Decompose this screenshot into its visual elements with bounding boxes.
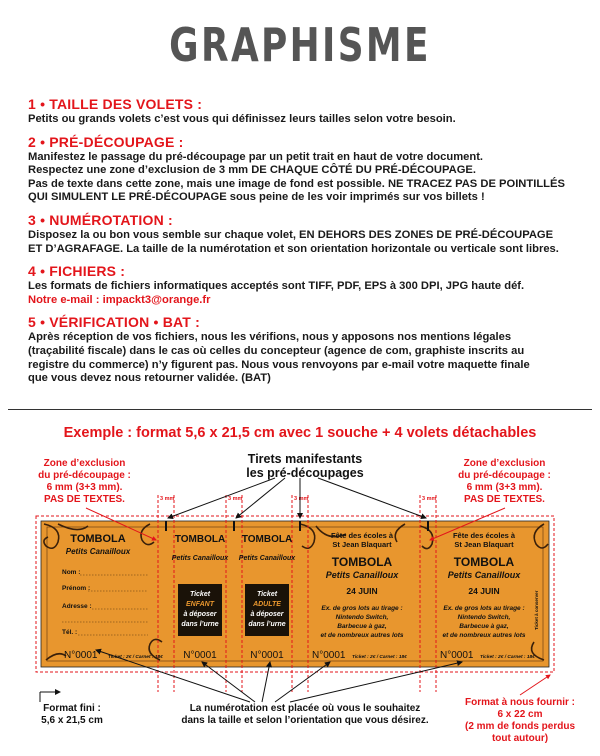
volet-petits: Petits Canailloux: [325, 570, 399, 580]
section-text: que vous devez nous retourner validée. (BAT): [28, 372, 271, 385]
mm-label: 3 mm: [160, 496, 175, 502]
section-text: ET D’AGRAFAGE. La taille de la numérotation et son orientation horizontale ou verticale sont libres.: [28, 242, 559, 255]
annot-line: les pré-découpages: [246, 466, 364, 480]
volet-price: Ticket : 2€ / Carnet : 18€: [352, 655, 407, 660]
section-text: registre du commerce) n’y figurent pas. Nous vous renvoyons par e-mail votre maquette finale: [28, 358, 530, 371]
lots-line: et de nombreux autres lots: [320, 632, 404, 639]
stub-petits: Petits Canailloux: [65, 547, 131, 556]
stub-field-adresse: Adresse :: [62, 603, 92, 610]
enfant-line: Ticket: [189, 591, 211, 598]
stub-field-prenom: Prénom :: [62, 585, 91, 592]
section-text: Disposez la ou bon vous semble sur chaque volet, EN DEHORS DES ZONES DE PRÉ-DÉCOUPAGE: [28, 228, 554, 241]
lots-line: Nintendo Switch,: [335, 614, 389, 621]
lots-line: Barbecue à gaz,: [337, 623, 387, 630]
annot-line: Format à nous fournir :: [465, 697, 575, 708]
section-text: Les formats de fichiers informatiques acceptés sont TIFF, PDF, EPS à 300 DPI, JPG haute déf.: [28, 280, 525, 293]
adulte-line: à déposer: [250, 611, 284, 618]
stub-number: N°0001: [64, 650, 98, 661]
annot-line: dans la taille et selon l’orientation que vous désirez.: [181, 715, 429, 726]
stub-price: Ticket : 2€ / Carnet : 18€: [108, 655, 163, 660]
annot-line: Zone d’exclusion: [463, 458, 546, 469]
email-link[interactable]: Notre e-mail : impackt3@orange.fr: [28, 293, 211, 306]
mm-label: 3 mm: [422, 496, 437, 502]
enfant-line: ENFANT: [186, 601, 214, 608]
annot-line: du pré-découpage :: [38, 470, 131, 481]
volet-petits: Petits Canailloux: [238, 555, 296, 562]
volet-petits: Petits Canailloux: [447, 570, 521, 580]
section-heading: 2 • PRÉ-DÉCOUPAGE :: [28, 133, 184, 150]
volet-tombola: TOMBOLA: [453, 555, 515, 569]
volet-tombola: TOMBOLA: [241, 534, 293, 545]
annot-line: PAS DE TEXTES.: [44, 494, 125, 505]
fete-line: Fête des écoles à: [452, 531, 516, 540]
lots-line: Barbecue à gaz,: [459, 623, 509, 630]
annot-line: 6 x 22 cm: [497, 709, 543, 720]
example-heading: Exemple : format 5,6 x 21,5 cm avec 1 souche + 4 volets détachables: [63, 425, 537, 441]
enfant-line: dans l’urne: [181, 621, 219, 628]
volet-number: N°0001: [312, 650, 346, 661]
lots-line: Nintendo Switch,: [457, 614, 511, 621]
annot-line: 5,6 x 21,5 cm: [41, 715, 103, 726]
annot-line: du pré-découpage :: [458, 470, 551, 481]
section-text: Après réception de vos fichiers, nous les vérifions, nous y apposons nos mentions légales: [28, 331, 512, 344]
lots-line: et de nombreux autres lots: [442, 632, 526, 639]
adulte-line: dans l’urne: [248, 621, 286, 628]
annot-line: PAS DE TEXTES.: [464, 494, 545, 505]
section-heading: 1 • TAILLE DES VOLETS :: [28, 96, 203, 112]
adulte-line: Ticket: [256, 591, 278, 598]
annot-line: Zone d’exclusion: [43, 458, 126, 469]
section-text: Petits ou grands volets c’est vous qui définissez leurs tailles selon votre besoin.: [28, 113, 456, 125]
section-heading: 3 • NUMÉROTATION :: [28, 211, 173, 228]
fete-line: St Jean Blaquart: [454, 540, 514, 549]
fete-line: St Jean Blaquart: [332, 540, 392, 549]
volet-number: N°0001: [440, 650, 474, 661]
section-text: QUI SIMULENT LE PRÉ-DÉCOUPAGE sous peine de les voir imprimés sur vos billets !: [28, 191, 485, 204]
mm-label: 3 mm: [294, 496, 309, 502]
section-text: Respectez une zone d’exclusion de 3 mm DE CHAQUE CÔTÉ DU PRÉ-DÉCOUPAGE.: [28, 164, 476, 177]
volet-number: N°0001: [250, 650, 284, 661]
mm-label: 3 mm: [228, 496, 243, 502]
enfant-line: à déposer: [183, 611, 217, 618]
adulte-line: ADULTE: [253, 601, 281, 608]
annot-line: 6 mm (3+3 mm).: [46, 482, 123, 493]
lots-line: Ex. de gros lots au tirage :: [443, 605, 525, 612]
volet-price: Ticket : 2€ / Carnet : 18€: [480, 655, 535, 660]
section-text: Pas de texte dans cette zone, mais une image de fond est possible. NE TRACEZ PAS DE POINTILLÉS: [28, 177, 565, 190]
section-heading: 5 • VÉRIFICATION • BAT :: [28, 314, 200, 331]
annot-line: (2 mm de fonds perdus: [464, 721, 575, 732]
volet-tombola: TOMBOLA: [174, 534, 226, 545]
lots-line: Ex. de gros lots au tirage :: [321, 605, 403, 612]
annot-line: tout autour): [491, 733, 549, 744]
stub-tombola: TOMBOLA: [70, 533, 126, 545]
volet-tombola: TOMBOLA: [331, 555, 393, 569]
volet-date: 24 JUIN: [468, 586, 500, 596]
mm-labels: [160, 496, 436, 502]
annot-line: Format fini :: [43, 703, 101, 714]
annot-line: 6 mm (3+3 mm).: [466, 482, 543, 493]
annot-line: La numérotation est placée où vous le souhaitez: [189, 703, 421, 714]
page-title: GRAPHISME: [169, 18, 431, 72]
volet-date: 24 JUIN: [346, 586, 378, 596]
fete-line: Fête des écoles à: [330, 531, 394, 540]
volet-number: N°0001: [183, 650, 217, 661]
section-text: (traçabilité fiscale) dans le cas où celles du concepteur (agence de com, graphiste inscrits au: [28, 344, 525, 357]
volet-petits: Petits Canailloux: [171, 555, 229, 562]
section-heading: 4 • FICHIERS :: [28, 263, 126, 280]
stub-field-tel: Tél. :: [62, 629, 78, 636]
stub-field-nom: Nom :: [62, 569, 81, 576]
side-note: Ticket à conserver: [534, 590, 539, 630]
section-text: Manifestez le passage du pré-découpage par un petit trait en haut de votre document.: [28, 150, 484, 163]
annot-line: Tirets manifestants: [247, 452, 363, 466]
